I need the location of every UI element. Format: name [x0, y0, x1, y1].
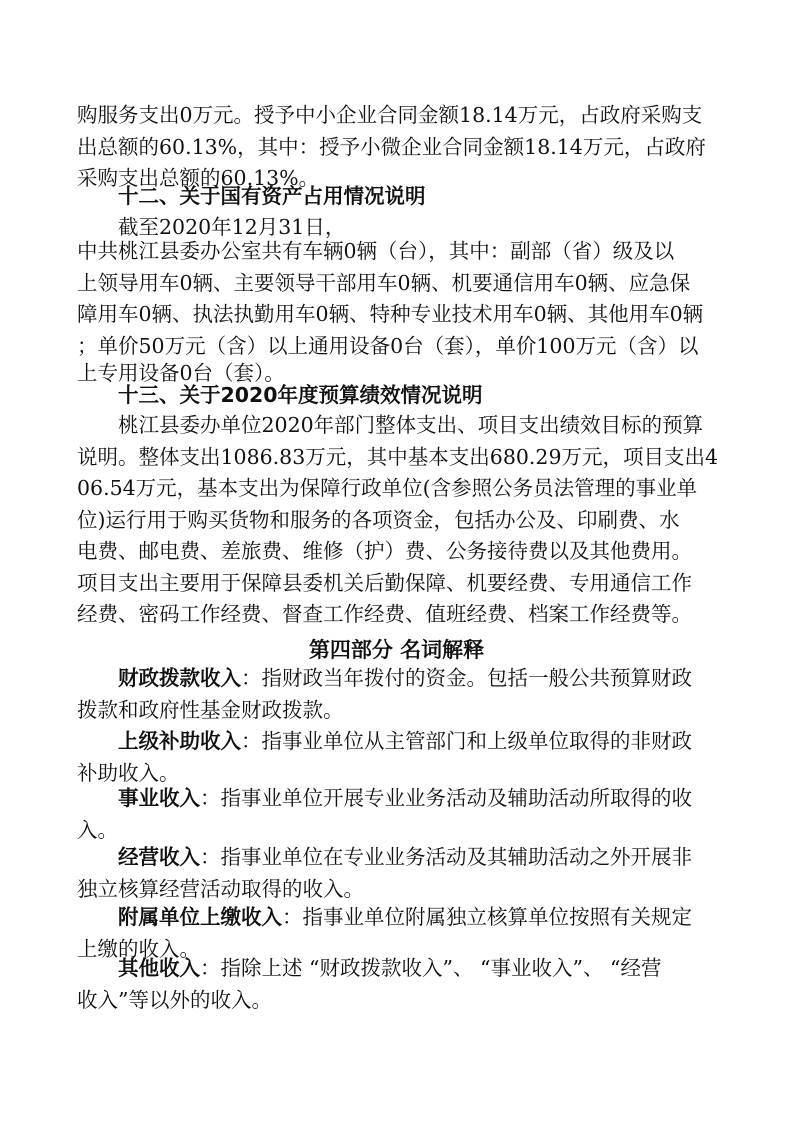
part-4-title: 第四部分 名词解释 [308, 638, 485, 662]
term-2-name: 上级补助收入 [118, 729, 241, 753]
section-13-line-1: 桃江县委办单位2020年部门整体支出、项目支出绩效目标的预算 [118, 413, 704, 437]
section-13-line-7: 经费、密码工作经费、督查工作经费、值班经费、档案工作经费等。 [77, 602, 692, 626]
term-2-continuation: 补助收入。 [77, 760, 180, 785]
section-12-line-5: 上专用设备0台（套）。 [77, 361, 285, 385]
procurement-line-2: 出总额的60.13%，其中：授予小微企业合同金额18.14万元，占政府 [77, 134, 706, 159]
term-1 [118, 663, 692, 695]
term-6-text: 指除上述 “财政拨款收入”、 “事业收入”、 “经营 [220, 956, 662, 980]
procurement-line-3: 采购支出总额的60.13%。 [77, 166, 320, 190]
section-13-line-6: 项目支出主要用于保障县委机关后勤保障、机要经费、专用通信工作 [77, 570, 692, 595]
term-2 [118, 726, 692, 758]
term-6-continuation: 收入”等以外的收入。 [77, 987, 272, 1012]
term-5-text: 指事业单位附属独立核算单位按照有关规定 [302, 905, 692, 929]
section-13-line-2: 说明。整体支出1086.83万元，其中基本支出680.29万元，项目支出4 [77, 444, 719, 469]
term-6-colon: ： [200, 956, 221, 980]
term-3-text: 指事业单位开展专业业务活动及辅助活动所取得的收 [220, 786, 692, 810]
section-13-line-4: 位)运行用于购买货物和服务的各项资金，包括办公及、印刷费、水 [77, 507, 680, 532]
section-12-line-1: 中共桃江县委办公室共有车辆0辆（台），其中：副部（省）级及以 [77, 239, 675, 263]
term-6 [118, 953, 661, 985]
term-4 [118, 842, 692, 874]
section-12-line-3: 障用车0辆、执法执勤用车0辆、特种专业技术用车0辆、其他用车0辆 [77, 302, 704, 326]
term-3-colon: ： [200, 786, 221, 810]
term-1-colon: ： [241, 666, 262, 690]
term-5-continuation: 上缴的收入。 [77, 936, 200, 961]
term-3-name: 事业收入 [118, 786, 200, 810]
term-5 [118, 902, 692, 934]
term-2-colon: ： [241, 729, 262, 753]
term-3 [118, 783, 692, 815]
term-4-continuation: 独立核算经营活动取得的收入。 [77, 876, 364, 901]
term-1-continuation: 拨款和政府性基金财政拨款。 [77, 697, 344, 722]
term-6-name: 其他收入 [118, 956, 200, 980]
section-12-line-4: ；单价50万元（含）以上通用设备0台（套），单价100万元（含）以 [77, 333, 699, 358]
term-1-name: 财政拨款收入 [118, 666, 241, 690]
section-12-line-2: 上领导用车0辆、主要领导干部用车0辆、机要通信用车0辆、应急保 [77, 270, 691, 295]
section-12-date: 截至2020年12月31日， [118, 215, 346, 239]
term-5-colon: ： [282, 905, 303, 929]
term-3-continuation: 入。 [77, 817, 118, 842]
term-4-name: 经营收入 [118, 845, 200, 869]
procurement-line-1: 购服务支出0万元。授予中小企业合同金额18.14万元，占政府采购支 [77, 103, 703, 127]
term-4-colon: ： [200, 845, 221, 869]
section-13-line-5: 电费、邮电费、差旅费、维修（护）费、公务接待费以及其他费用。 [77, 539, 692, 563]
section-13-heading: 十三、关于2020年度预算绩效情况说明 [118, 383, 483, 407]
section-13-line-3: 06.54万元，基本支出为保障行政单位(含参照公务员法管理的事业单 [77, 476, 698, 500]
term-5-name: 附属单位上缴收入 [118, 905, 282, 929]
term-2-text: 指事业单位从主管部门和上级单位取得的非财政 [261, 729, 692, 753]
term-4-text: 指事业单位在专业业务活动及其辅助活动之外开展非 [220, 845, 692, 869]
term-1-text: 指财政当年拨付的资金。包括一般公共预算财政 [261, 666, 692, 690]
section-12-heading: 十二、关于国有资产占用情况说明 [118, 184, 426, 208]
